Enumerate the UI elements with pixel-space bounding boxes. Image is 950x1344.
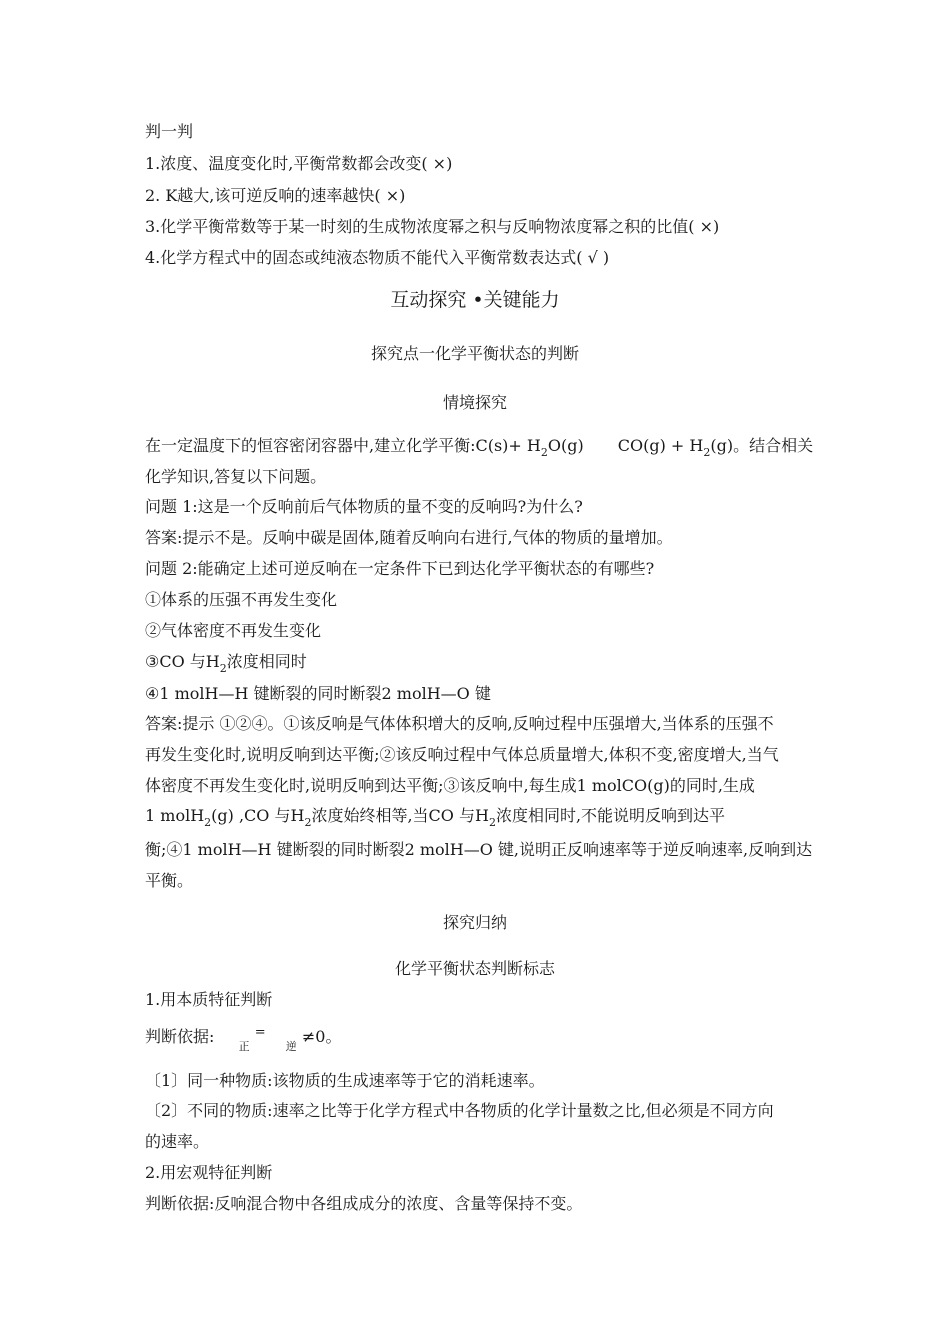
answer-2-part-c: 浓度始终相等,当CO 与H <box>311 806 489 825</box>
intro-part-3: CO(g) + H <box>617 436 704 455</box>
answer-2-line-1: 答案:提示 ①②④。①该反响是气体体积增大的反响,反响过程中压强增大,当体系的压强不 <box>145 714 774 733</box>
subscript-2: 2 <box>219 662 227 675</box>
answer-1: 答案:提示不是。反响中碳是固体,随着反响向右进行,气体的物质的量增加。 <box>145 528 673 547</box>
section-2-basis: 判断依据:反响混合物中各组成成分的浓度、含量等保持不变。 <box>145 1194 583 1213</box>
intro-part-2: O(g) <box>547 436 584 455</box>
intro-line-2: 化学知识,答复以下问题。 <box>145 467 327 486</box>
section-1-item-2-line-1: 〔2〕不同的物质:速率之比等于化学方程式中各物质的化学计量数之比,但必须是不同方向 <box>145 1101 774 1120</box>
judge-title: 判一判 <box>145 122 194 141</box>
answer-2-part-a: 1 molH <box>145 806 205 825</box>
answer-2-part-b: (g) ,CO 与H <box>211 806 305 825</box>
answer-2-part-d: 浓度相同时,不能说明反响到达平 <box>495 806 726 825</box>
option-3-part-b: 浓度相同时 <box>226 652 307 671</box>
option-2: ②气体密度不再发生变化 <box>145 621 322 640</box>
intro-part-4: (g)。结合相关 <box>710 436 814 455</box>
explore-title: 探究点一化学平衡状态的判断 <box>370 344 579 363</box>
section-1-title: 1.用本质特征判断 <box>145 990 273 1009</box>
subscript-2: 2 <box>304 816 312 829</box>
question-2: 问题 2:能确定上述可逆反响在一定条件下已到达化学平衡状态的有哪些? <box>145 559 655 578</box>
section-2-title: 2.用宏观特征判断 <box>145 1163 273 1182</box>
judge-item-3: 3.化学平衡常数等于某一时刻的生成物浓度幂之积与反响物浓度幂之积的比值( ×) <box>145 217 720 236</box>
judge-item-2: 2. K越大,该可逆反响的速率越快( ×) <box>145 186 406 205</box>
option-3-part-a: ③CO 与H <box>145 652 220 671</box>
section-1-basis <box>145 1025 342 1053</box>
section-1-item-1: 〔1〕同一种物质:该物质的生成速率等于它的消耗速率。 <box>145 1071 545 1090</box>
subscript-2: 2 <box>540 446 548 459</box>
option-3 <box>145 652 307 675</box>
judge-item-4: 4.化学方程式中的固态或纯液态物质不能代入平衡常数表达式( √ ) <box>145 248 610 267</box>
answer-2-line-5: 衡;④1 molH—H 键断裂的同时断裂2 molH—O 键,说明正反响速率等于逆反响速率,反响到达 <box>145 840 813 859</box>
judge-item-1: 1.浓度、温度变化时,平衡常数都会改变( ×) <box>145 154 453 173</box>
question-1: 问题 1:这是一个反响前后气体物质的量不变的反响吗?为什么? <box>145 497 583 516</box>
subscript-zheng: 正 <box>238 1040 250 1053</box>
answer-2-line-6: 平衡。 <box>145 871 194 890</box>
situation-title: 情境探究 <box>442 393 507 412</box>
subscript-2: 2 <box>204 816 212 829</box>
basis-tail: ≠0。 <box>301 1027 342 1046</box>
answer-2-line-2: 再发生变化时,说明反响到达平衡;②该反响过程中气体总质量增大,体积不变,密度增大,当气 <box>145 745 779 764</box>
intro-part-1: 在一定温度下的恒容密闭容器中,建立化学平衡:C(s)+ H <box>145 436 541 455</box>
option-1: ①体系的压强不再发生变化 <box>145 590 338 609</box>
answer-2-line-3: 体密度不再发生变化时,说明反响到达平衡;③该反响中,每生成1 molCO(g)的同时,生成 <box>145 776 755 795</box>
subscript-2: 2 <box>488 816 496 829</box>
summary-title: 探究归纳 <box>442 913 507 932</box>
marker-title: 化学平衡状态判断标志 <box>394 959 555 978</box>
option-4: ④1 molH—H 键断裂的同时断裂2 molH—O 键 <box>145 684 491 703</box>
basis-label: 判断依据: <box>145 1027 215 1046</box>
subscript-ni: 逆 <box>285 1040 297 1053</box>
section-title: 互动探究 •关键能力 <box>390 289 560 311</box>
intro-line-1 <box>145 436 814 459</box>
subscript-2: 2 <box>703 446 711 459</box>
answer-2-line-4 <box>145 806 726 829</box>
section-1-item-2-line-2: 的速率。 <box>145 1132 210 1151</box>
equals-sign: = <box>254 1025 266 1040</box>
